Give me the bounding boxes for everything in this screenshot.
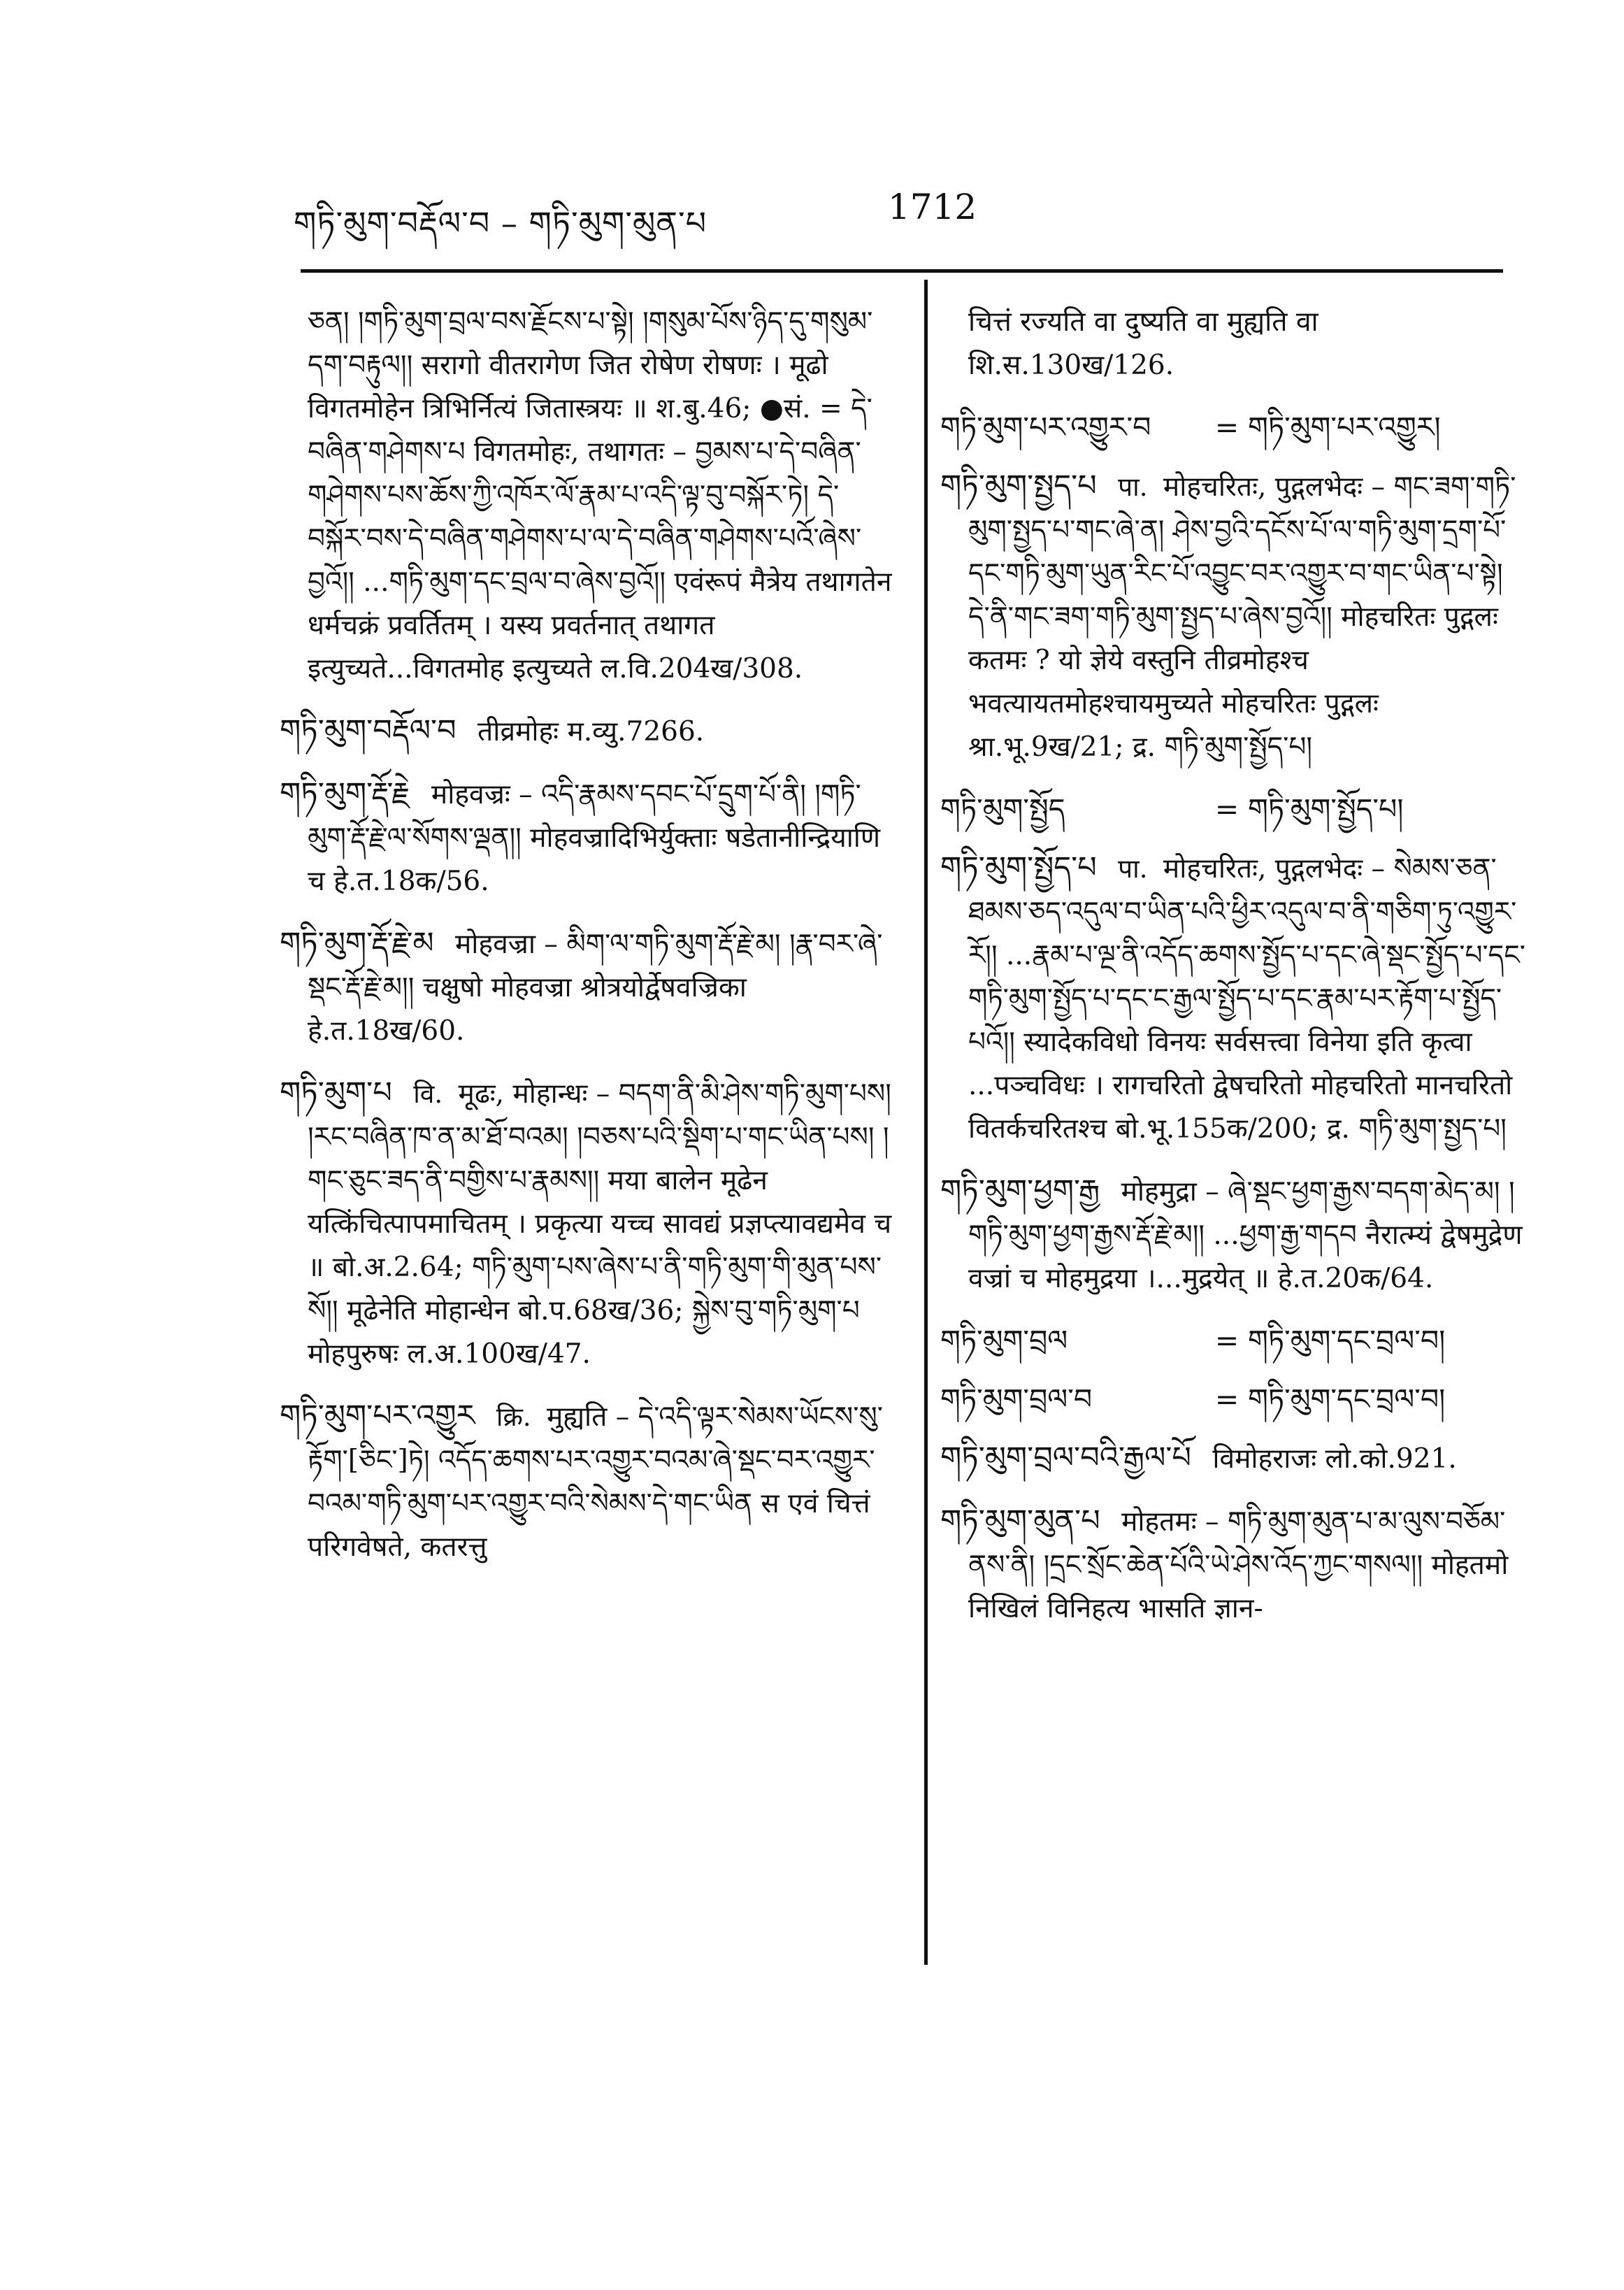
left-column — [280, 301, 895, 1587]
entry-text: मोहमुद्रा – ཞེ་སྡང་ཕྱག་རྒྱས་བདག་མེད་མ། །གཏི་མུག་ཕྱག་རྒྱས་རྡོ་རྗེ་མ།། ...ཕྱག་རྒྱ་གདབ नैरात्म्यं द्वेषमुद्रेण वज्रां च मोहमुद्रया ।...मुद्रयेत् ॥ हे.त.20क/64. — [968, 1176, 1523, 1294]
equals-sign: = — [1214, 410, 1239, 444]
entry-text: मोहवज्रा – མིག་ལ་གཏི་མུག་རྡོ་རྗེ་མ། །རྣ་བར་ཞེ་སྡང་རྡོ་རྗེ་མ།། चक्षुषो मोहवज्रा श्रोत्रयोर्द्वेषवज्रिका हे.त.18ख/60. — [308, 929, 883, 1047]
page-header — [294, 178, 1370, 241]
entry-headword: གཏི་མུག་པ — [280, 1075, 392, 1110]
cross-reference-entry — [940, 787, 1528, 831]
entry-headword: གཏི་མུག་བརྡོལ་བ — [280, 713, 457, 748]
dictionary-entry — [940, 1169, 1528, 1301]
dictionary-entry-continuation — [280, 301, 895, 691]
equals-sign: = — [1214, 792, 1239, 826]
column-divider — [924, 280, 928, 1965]
cross-reference-target: གཏི་མུག་དང་བྲལ་བ། — [1248, 1382, 1446, 1416]
entry-text: विमोहराजः लो.को.921. — [1212, 1443, 1457, 1475]
entry-text: मोहचरितः, पुद्गलभेदः – གང་ཟག་གཏི་མུག་སྤྱད་པ་གང་ཞེ་ན། ཤེས་བྱའི་དངོས་པོ་ལ་གཏི་མུག་དྲག་པོ་དང་གཏི་མུག་ཡུན་རིང་པོ་འབྱུང་བར་འགྱུར་བ་གང་ཡིན་པ་སྟེ། དེ་ནི་གང་ཟག་གཏི་མུག་སྤྱད་པ་ཞེས་བྱའོ།། मोहचरितः पुद्गलः कतमः ? यो ज्ञेये वस्तुनि तीव्रमोहश्च भवत्यायतमोहश्चायमुच्यते मोहचरितः पुद्गलः श्रा.भू.9ख/21; द्र. གཏི་མུག་སྤྱོད་པ། — [968, 471, 1516, 763]
dictionary-entry — [280, 772, 895, 903]
grammar-tag: पा. — [1118, 472, 1148, 502]
entry-text: मुह्यति – དེ་འདི་ལྟར་སེམས་ཡོངས་སུ་རྟོག་[ཅིང་]ཏེ། འདོད་ཆགས་པར་འགྱུར་བའམ་ཞེ་སྡང་བར་འགྱུར་བའམ་གཏི་མུག་པར་འགྱུར་བའི་སེམས་དེ་གང་ཡིན स एवं चित्तं परिगवेषते, कतरत्तु — [308, 1401, 883, 1563]
entry-headword: གཏི་མུག་བྲལ་བའི་རྒྱལ་པོ — [940, 1440, 1191, 1475]
entry-headword: གཏི་མུག་རྡོ་རྗེ་མ — [280, 926, 434, 961]
header-rule — [301, 269, 1503, 273]
dictionary-entry — [280, 709, 895, 754]
entry-text: तीव्रमोहः म.व्यु.7266. — [477, 716, 705, 747]
dictionary-entry — [940, 846, 1528, 1151]
cross-reference-target: གཏི་མུག་པར་འགྱུར། — [1248, 410, 1441, 444]
entry-text: मोहतमः – གཏི་མུག་མུན་པ་མ་ལུས་བཅོམ་ནས་ནི། །དྲང་སྲོང་ཆེན་པོའི་ཡེ་ཤེས་འོད་ཀྱང་གསལ།། मोहतमो निखिलं विनिहत्य भासति ज्ञान- — [968, 1506, 1509, 1624]
entry-headword: གཏི་མུག་སྤྱོད་པ — [940, 850, 1097, 885]
entry-text: मूढः, मोहान्धः – བདག་ནི་མི་ཤེས་གཏི་མུག་པས། །རང་བཞིན་ཁ་ན་མ་ཐོ་བའམ། །བཅས་པའི་སྡིག་པ་གང་ཡིན་པས། །གང་ཅུང་ཟད་ནི་བགྱིས་པ་རྣམས།། मया बालेन मूढेन यत्किंचित्पापमाचितम् । प्रकृत्या यच्च सावद्यं प्रज्ञप्त्यावद्यमेव च ॥ बो.अ.2.64; གཏི་མུག་པས་ཞེས་པ་ནི་གཏི་མུག་གི་མུན་པས་སོ།། मूढेनेति मोहान्धेन बो.प.68ख/36; སྐྱེས་བུ་གཏི་མུག་པ मोहपुरुषः ल.अ.100ख/47. — [308, 1078, 892, 1370]
entry-headword: གཏི་མུག་པར་འགྱུར — [280, 1398, 475, 1433]
dictionary-entry — [940, 1499, 1528, 1631]
equals-sign: = — [1214, 1382, 1239, 1416]
entry-headword: གཏི་མུག་པར་འགྱུར་བ — [940, 410, 1151, 444]
entry-text: मोहचरितः, पुद्गलभेदः – སེམས་ཅན་ཐམས་ཅད་འདུལ་བ་ཡིན་པའི་ཕྱིར་འདུལ་བ་ནི་གཅིག་ཏུ་འགྱུར་རོ།། ...རྣམ་པ་ལྔ་ནི་འདོད་ཆགས་སྤྱོད་པ་དང་ཞེ་སྡང་སྤྱོད་པ་དང་གཏི་མུག་སྤྱོད་པ་དང་ང་རྒྱལ་སྤྱོད་པ་དང་རྣམ་པར་རྟོག་པ་སྤྱོད་པའོ།། स्यादेकविधो विनयः सर्वसत्त्वा विनेया इति कृत्वा ...पञ्चविधः । रागचरितो द्वेषचरितो मोहचरितो मानचरितो वितर्कचरितश्च बो.भू.155क/200; द्र. གཏི་མུག་སྤྱད་པ། — [968, 853, 1525, 1145]
dictionary-entry — [940, 1436, 1528, 1481]
grammar-tag: पा. — [1118, 854, 1148, 884]
entry-headword: གཏི་མུག་སྤྱད་པ — [940, 468, 1097, 503]
entry-headword: གཏི་མུག་རྡོ་རྗེ — [280, 776, 410, 811]
grammar-tag: वि. — [413, 1079, 443, 1109]
entry-headword: གཏི་མུག་བྲལ་བ — [940, 1382, 1093, 1416]
right-column — [940, 301, 1528, 1649]
grammar-tag: क्रि. — [496, 1402, 531, 1432]
entry-headword: གཏི་མུག་སྤྱོད — [940, 792, 1065, 826]
dictionary-entry — [280, 1394, 895, 1569]
dictionary-entry-continuation — [940, 301, 1528, 387]
dictionary-entry — [940, 464, 1528, 769]
running-head: གཏི་མུག་བརྡོལ་བ – གཏི་མུག་མུན་པ — [294, 204, 707, 242]
cross-reference-target: གཏི་མུག་དང་བྲལ་བ། — [1248, 1324, 1446, 1357]
dictionary-entry — [280, 922, 895, 1053]
dictionary-entry — [280, 1071, 895, 1376]
cross-reference-entry — [940, 1319, 1528, 1362]
entry-headword: གཏི་མུག་བྲལ — [940, 1324, 1068, 1357]
page-number: 1712 — [888, 187, 977, 227]
cross-reference-target: གཏི་མུག་སྤྱོད་པ། — [1248, 792, 1404, 826]
entry-text: मोहवज्रः – འདི་རྣམས་དབང་པོ་དྲུག་པོ་ནི། །གཏི་མུག་རྡོ་རྗེ་ལ་སོགས་ལྡན།། मोहवज्रादिभिर्युक्ताः षडेतानीन्द्रियाणि च हे.त.18क/56. — [308, 779, 881, 897]
entry-headword: གཏི་མུག་མུན་པ — [940, 1503, 1100, 1538]
entry-text: ཅན། །གཏི་མུག་བྲལ་བས་རྗོངས་པ་སྟེ། །གསུམ་པོས་ཉིད་དུ་གསུམ་དག་བརྟུལ།། सरागो वीतरागेण जित रोषेण रोषणः । मूढो विगतमोहेन त्रिभिर्नित्यं जितास्त्रयः ॥ श.बु.46; ●सं. = དེ་བཞིན་གཤེགས་པ विगतमोहः, तथागतः – བྱམས་པ་དེ་བཞིན་གཤེགས་པས་ཆོས་ཀྱི་འཁོར་ལོ་རྣམ་པ་འདི་ལྟ་བུ་བསྐོར་ཏེ། དེ་བསྐོར་བས་དེ་བཞིན་གཤེགས་པ་ལ་དེ་བཞིན་གཤེགས་པའོ་ཞེས་བྱའོ།། ...གཏི་མུག་དང་བྲལ་བ་ཞེས་བྱའོ།། एवंरूपं मैत्रेय तथागतेन धर्मचक्रं प्रवर्तितम् । यस्य प्रवर्तनात् तथागत इत्युच्यते...विगतमोह इत्युच्यते ल.वि.204ख/308. — [308, 306, 892, 685]
cross-reference-entry — [940, 1377, 1528, 1421]
equals-sign: = — [1214, 1324, 1239, 1357]
entry-headword: གཏི་མུག་ཕྱག་རྒྱ — [940, 1173, 1100, 1208]
entry-text: चित्तं रज्यति वा दुष्यति वा मुह्यति वा शि.स.130ख/126. — [968, 306, 1318, 381]
cross-reference-entry — [940, 406, 1528, 449]
